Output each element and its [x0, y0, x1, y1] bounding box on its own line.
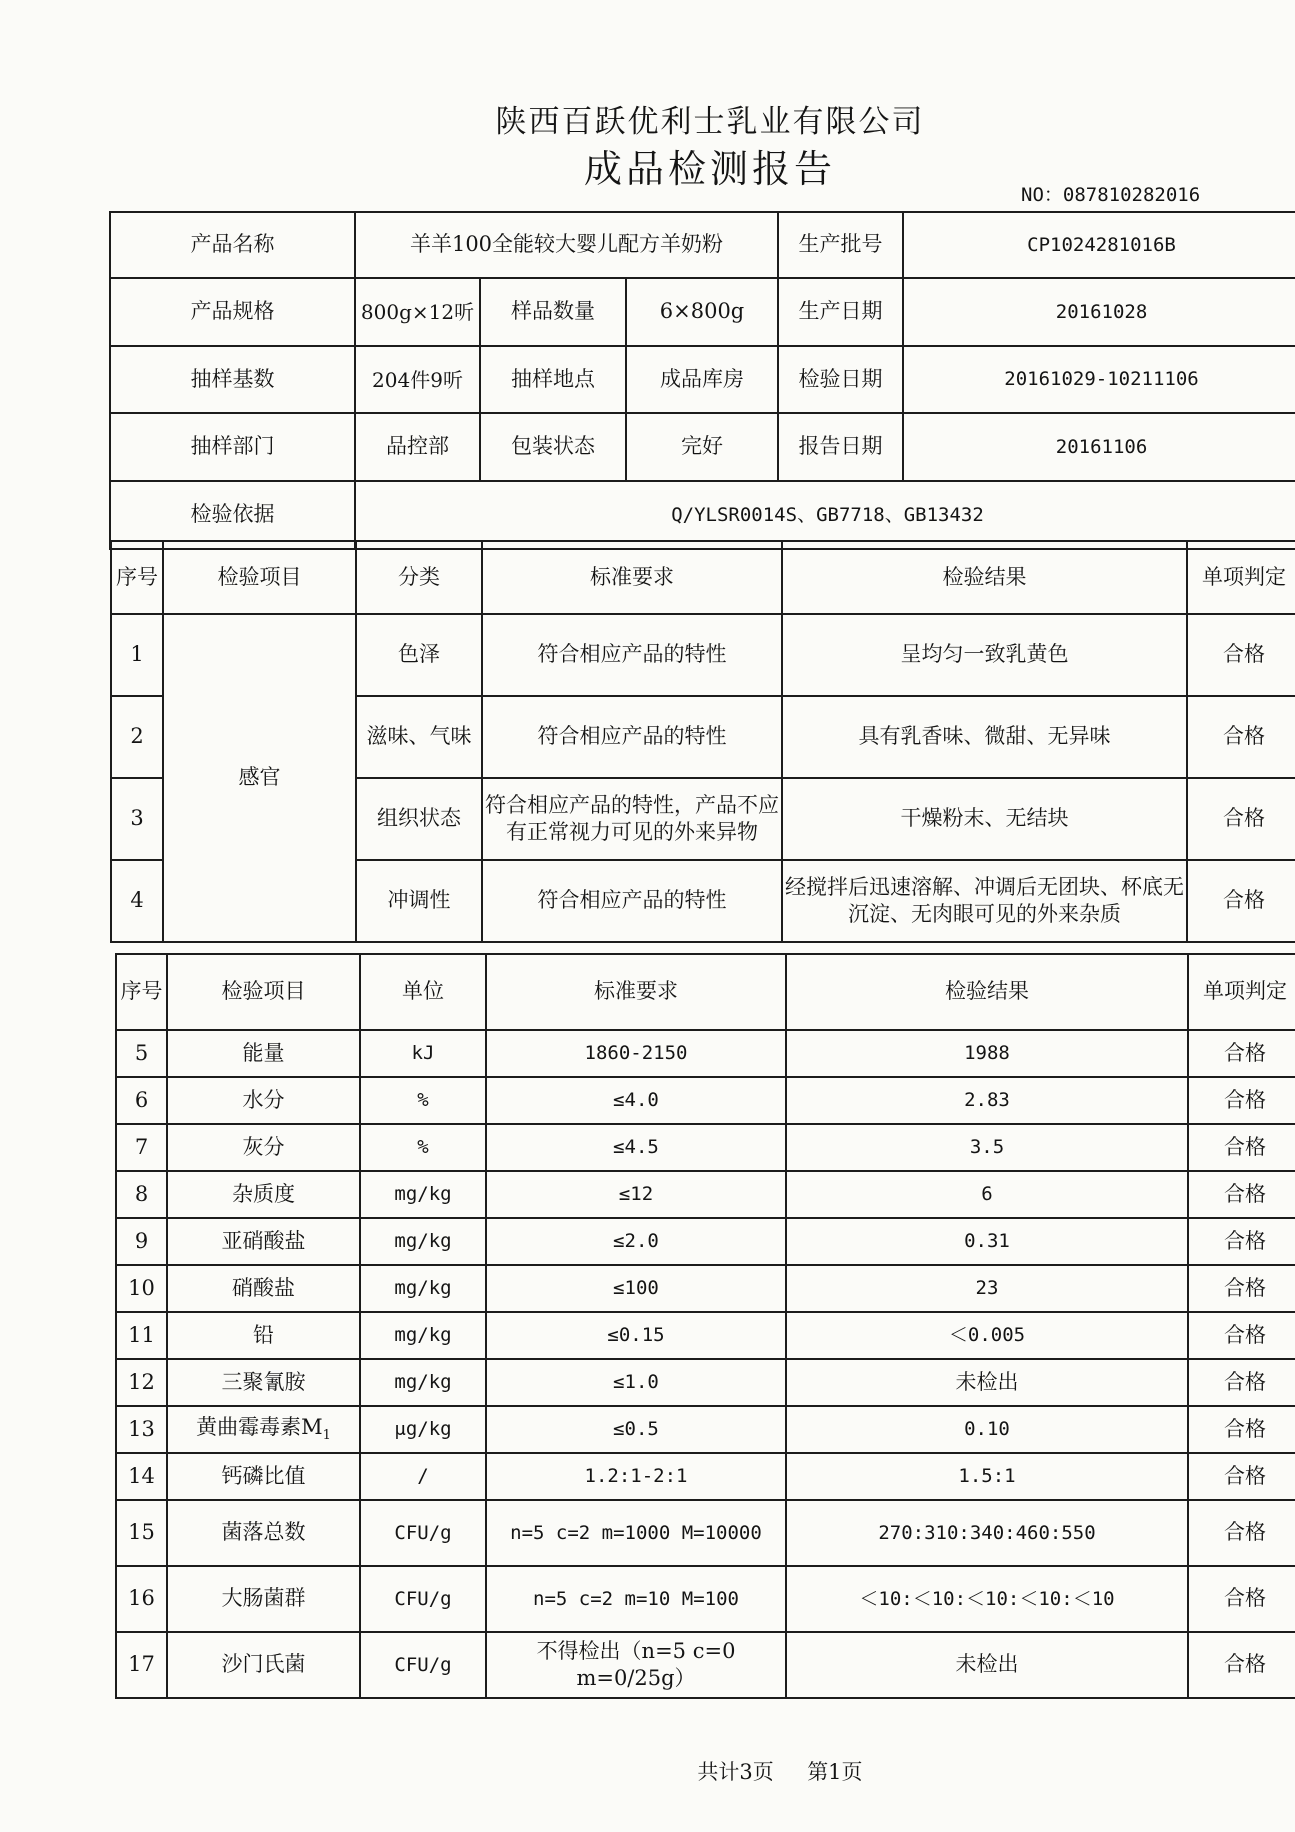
row-item: 水分: [167, 1077, 360, 1124]
table-row: [116, 1124, 1295, 1171]
row-no: 8: [116, 1171, 167, 1218]
row-verdict: 合格: [1188, 1632, 1295, 1698]
row-result: 未检出: [786, 1359, 1188, 1406]
base-value: 204件9听: [355, 346, 480, 413]
sample-place-value: 成品库房: [626, 346, 778, 413]
row-unit: CFU/g: [360, 1632, 486, 1698]
row-verdict: 合格: [1187, 778, 1295, 860]
product-info-table: [109, 211, 1295, 550]
page-footer: [0, 1756, 1295, 1786]
physchem-table: [115, 953, 1295, 1699]
row-result: 未检出: [786, 1632, 1188, 1698]
sensory-header-row: [111, 541, 1295, 614]
row-result: 6: [786, 1171, 1188, 1218]
report-number: NO：087810282016: [1021, 184, 1201, 206]
row-standard: n=5 c=2 m=1000 M=10000: [486, 1500, 786, 1566]
col-header-result: 检验结果: [782, 541, 1187, 614]
row-verdict: 合格: [1188, 1265, 1295, 1312]
row-category: 组织状态: [356, 778, 482, 860]
col-header-unit: 单位: [360, 954, 486, 1030]
row-item: 钙磷比值: [167, 1453, 360, 1500]
row-result: 0.31: [786, 1218, 1188, 1265]
row-unit: /: [360, 1453, 486, 1500]
table-row: [116, 1632, 1295, 1698]
row-no: 3: [111, 778, 163, 860]
sensory-table: [110, 540, 1295, 943]
row-standard: ≤4.0: [486, 1077, 786, 1124]
col-header-verdict: 单项判定: [1188, 954, 1295, 1030]
basis-value: Q/YLSR0014S、GB7718、GB13432: [355, 481, 1295, 549]
table-row: [116, 1359, 1295, 1406]
inspect-date-label: 检验日期: [778, 346, 903, 413]
dept-label: 抽样部门: [110, 413, 355, 481]
row-item: 沙门氏菌: [167, 1632, 360, 1698]
row-unit: mg/kg: [360, 1265, 486, 1312]
row-unit: mg/kg: [360, 1359, 486, 1406]
table-row: [111, 614, 1295, 696]
basis-label: 检验依据: [110, 481, 355, 549]
row-no: 7: [116, 1124, 167, 1171]
col-header-item: 检验项目: [163, 541, 356, 614]
row-result: 干燥粉末、无结块: [782, 778, 1187, 860]
physchem-header-row: [116, 954, 1295, 1030]
row-no: 4: [111, 860, 163, 942]
table-row: [116, 1312, 1295, 1359]
batch-value: CP1024281016B: [903, 212, 1295, 278]
row-standard: 不得检出（n=5 c=0 m=0/25g）: [486, 1632, 786, 1698]
row-unit: %: [360, 1124, 486, 1171]
row-no: 11: [116, 1312, 167, 1359]
row-no: 12: [116, 1359, 167, 1406]
row-result: 23: [786, 1265, 1188, 1312]
sample-place-label: 抽样地点: [480, 346, 626, 413]
report-date-value: 20161106: [903, 413, 1295, 481]
row-verdict: 合格: [1188, 1453, 1295, 1500]
row-verdict: 合格: [1187, 614, 1295, 696]
row-item: 硝酸盐: [167, 1265, 360, 1312]
dept-value: 品控部: [355, 413, 480, 481]
row-unit: %: [360, 1077, 486, 1124]
row-no: 16: [116, 1566, 167, 1632]
row-standard: 符合相应产品的特性: [482, 696, 782, 778]
row-standard: ≤0.15: [486, 1312, 786, 1359]
row-result: 呈均匀一致乳黄色: [782, 614, 1187, 696]
row-no: 10: [116, 1265, 167, 1312]
company-name: 陕西百跃优利士乳业有限公司: [495, 104, 925, 140]
row-result: 经搅拌后迅速溶解、冲调后无团块、杯底无沉淀、无肉眼可见的外来杂质: [782, 860, 1187, 942]
info-row: [110, 413, 1295, 481]
total-pages: 共计3页: [697, 1760, 774, 1784]
info-row: [110, 212, 1295, 278]
row-verdict: 合格: [1188, 1566, 1295, 1632]
row-verdict: 合格: [1187, 696, 1295, 778]
row-standard: n=5 c=2 m=10 M=100: [486, 1566, 786, 1632]
info-row: [110, 278, 1295, 346]
row-standard: ≤2.0: [486, 1218, 786, 1265]
row-standard: ≤12: [486, 1171, 786, 1218]
row-result: 具有乳香味、微甜、无异味: [782, 696, 1187, 778]
row-unit: mg/kg: [360, 1312, 486, 1359]
row-standard: 1.2:1-2:1: [486, 1453, 786, 1500]
row-result: 1988: [786, 1030, 1188, 1077]
col-header-result: 检验结果: [786, 954, 1188, 1030]
row-category: 滋味、气味: [356, 696, 482, 778]
table-row: [116, 1265, 1295, 1312]
row-no: 2: [111, 696, 163, 778]
row-item: [167, 1406, 360, 1453]
row-item: 能量: [167, 1030, 360, 1077]
product-name-label: 产品名称: [110, 212, 355, 278]
table-row: [116, 1566, 1295, 1632]
row-item: 菌落总数: [167, 1500, 360, 1566]
col-header-no: 序号: [111, 541, 163, 614]
row-verdict: 合格: [1187, 860, 1295, 942]
row-result: 270:310:340:460:550: [786, 1500, 1188, 1566]
base-label: 抽样基数: [110, 346, 355, 413]
row-item-subscript: 1: [322, 1428, 331, 1444]
row-unit: CFU/g: [360, 1500, 486, 1566]
row-verdict: 合格: [1188, 1171, 1295, 1218]
row-verdict: 合格: [1188, 1030, 1295, 1077]
row-verdict: 合格: [1188, 1312, 1295, 1359]
row-standard: 1860-2150: [486, 1030, 786, 1077]
prod-date-label: 生产日期: [778, 278, 903, 346]
row-unit: mg/kg: [360, 1171, 486, 1218]
table-row: [116, 1406, 1295, 1453]
row-unit: mg/kg: [360, 1218, 486, 1265]
row-item: 三聚氰胺: [167, 1359, 360, 1406]
table-row: [116, 1077, 1295, 1124]
row-item: 铅: [167, 1312, 360, 1359]
row-unit: μg/kg: [360, 1406, 486, 1453]
row-result: 1.5:1: [786, 1453, 1188, 1500]
row-verdict: 合格: [1188, 1359, 1295, 1406]
row-unit: kJ: [360, 1030, 486, 1077]
row-no: 17: [116, 1632, 167, 1698]
row-result: 3.5: [786, 1124, 1188, 1171]
col-header-no: 序号: [116, 954, 167, 1030]
row-unit: CFU/g: [360, 1566, 486, 1632]
col-header-verdict: 单项判定: [1187, 541, 1295, 614]
row-category: 冲调性: [356, 860, 482, 942]
spec-label: 产品规格: [110, 278, 355, 346]
spec-value: 800g×12听: [355, 278, 480, 346]
inspect-date-value: 20161029-10211106: [903, 346, 1295, 413]
row-item-text: 黄曲霉毒素M: [196, 1414, 323, 1439]
table-row: [116, 1218, 1295, 1265]
row-standard: ≤0.5: [486, 1406, 786, 1453]
row-no: 13: [116, 1406, 167, 1453]
row-no: 6: [116, 1077, 167, 1124]
row-verdict: 合格: [1188, 1124, 1295, 1171]
row-no: 1: [111, 614, 163, 696]
batch-label: 生产批号: [778, 212, 903, 278]
row-standard: ≤1.0: [486, 1359, 786, 1406]
row-item: 杂质度: [167, 1171, 360, 1218]
product-name-value: 羊羊100全能较大婴儿配方羊奶粉: [355, 212, 778, 278]
pack-value: 完好: [626, 413, 778, 481]
pack-label: 包装状态: [480, 413, 626, 481]
report-date-label: 报告日期: [778, 413, 903, 481]
row-result: 2.83: [786, 1077, 1188, 1124]
info-row: [110, 481, 1295, 549]
table-row: [116, 1453, 1295, 1500]
row-result: 0.10: [786, 1406, 1188, 1453]
row-standard: 符合相应产品的特性: [482, 860, 782, 942]
row-result: ＜0.005: [786, 1312, 1188, 1359]
row-verdict: 合格: [1188, 1218, 1295, 1265]
row-no: 5: [116, 1030, 167, 1077]
report-title: 成品检测报告: [583, 147, 836, 191]
row-no: 9: [116, 1218, 167, 1265]
table-row: [116, 1030, 1295, 1077]
row-standard: ≤4.5: [486, 1124, 786, 1171]
sample-qty-value: 6×800g: [626, 278, 778, 346]
row-no: 14: [116, 1453, 167, 1500]
sensory-group: 感官: [163, 614, 356, 942]
row-standard: ≤100: [486, 1265, 786, 1312]
col-header-item: 检验项目: [167, 954, 360, 1030]
row-no: 15: [116, 1500, 167, 1566]
info-row: [110, 346, 1295, 413]
row-verdict: 合格: [1188, 1500, 1295, 1566]
row-standard: 符合相应产品的特性: [482, 614, 782, 696]
row-verdict: 合格: [1188, 1406, 1295, 1453]
row-item: 亚硝酸盐: [167, 1218, 360, 1265]
row-result: ＜10:＜10:＜10:＜10:＜10: [786, 1566, 1188, 1632]
col-header-standard: 标准要求: [486, 954, 786, 1030]
row-item: 灰分: [167, 1124, 360, 1171]
row-verdict: 合格: [1188, 1077, 1295, 1124]
table-row: [116, 1500, 1295, 1566]
row-item: 大肠菌群: [167, 1566, 360, 1632]
row-standard: 符合相应产品的特性，产品不应有正常视力可见的外来异物: [482, 778, 782, 860]
sample-qty-label: 样品数量: [480, 278, 626, 346]
table-row: [116, 1171, 1295, 1218]
prod-date-value: 20161028: [903, 278, 1295, 346]
col-header-category: 分类: [356, 541, 482, 614]
col-header-standard: 标准要求: [482, 541, 782, 614]
current-page: 第1页: [807, 1760, 863, 1784]
row-category: 色泽: [356, 614, 482, 696]
